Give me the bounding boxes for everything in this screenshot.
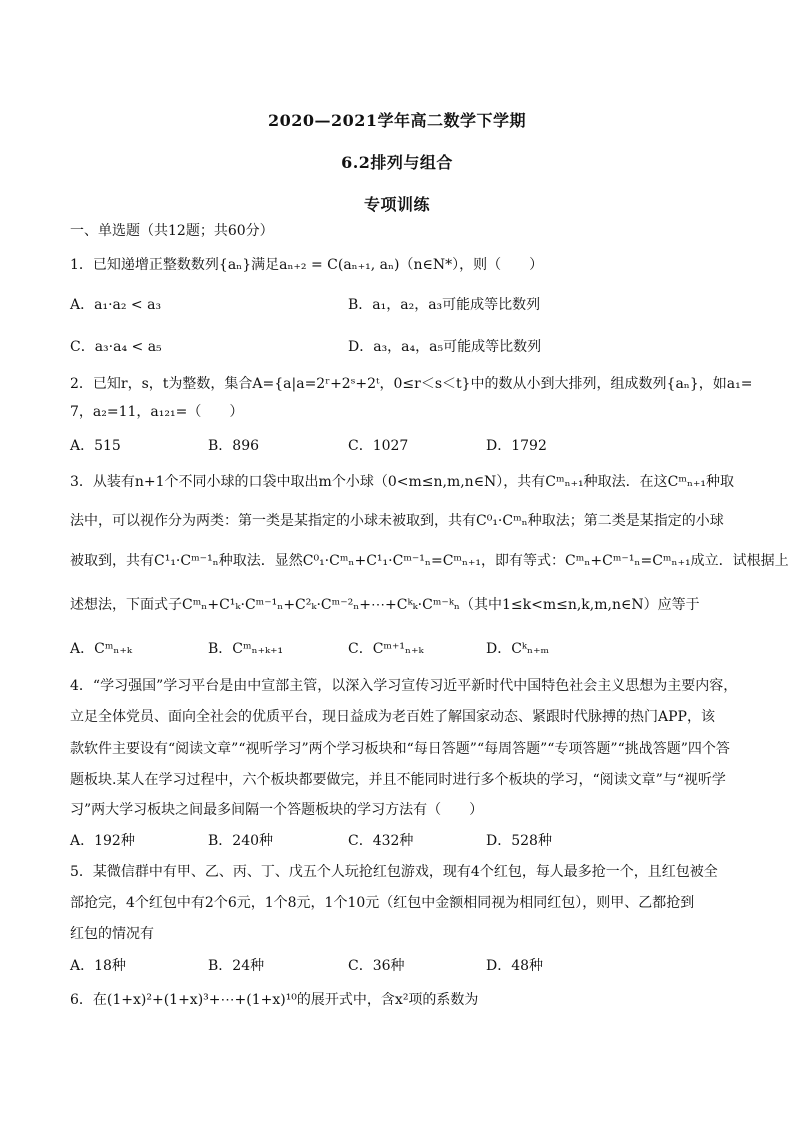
question-1-options-row-2 [70, 338, 750, 358]
question-3-options [70, 640, 750, 660]
question-3-stem-line-3: 被取到，共有C¹₁·Cᵐ⁻¹ₙ种取法．显然C⁰₁·Cᵐₙ+C¹₁·Cᵐ⁻¹ₙ=Cᵐₙ₊₁，即有等式：Cᵐₙ+Cᵐ⁻¹ₙ=Cᵐₙ₊₁成立．试根据上 [70, 553, 789, 569]
document-title: 2020—2021学年高二数学下学期 [267, 111, 527, 130]
question-2-stem-line-2: 7，a₂=11，a₁₂₁=（ ） [70, 404, 244, 420]
question-2-option-d: D．1792 [486, 438, 547, 454]
question-4-stem-line-1: 4．“学习强国”学习平台是由中宣部主管，以深入学习宣传习近平新时代中国特色社会主义思想为主要内容， [70, 678, 738, 694]
question-5-option-a: A．18种 [70, 958, 126, 974]
question-1-stem: 1．已知递增正整数数列{aₙ}满足aₙ₊₂ = C(aₙ₊₁, aₙ)（n∈N*），则（ ） [70, 257, 544, 273]
question-5-options [70, 957, 750, 977]
question-3-option-d: D．Cᵏₙ₊ₘ [486, 641, 550, 657]
question-5-option-b: B．24种 [208, 958, 265, 974]
question-2-options [70, 437, 750, 457]
question-3-option-a: A．Cᵐₙ₊ₖ [70, 641, 132, 657]
question-2-stem-line-1: 2．已知r，s，t为整数，集合A={a|a=2ʳ+2ˢ+2ᵗ，0≤r＜s＜t}中的数从小到大排列，组成数列{aₙ}，如a₁= [70, 376, 753, 392]
question-1-option-c: C．a₃·a₄ < a₅ [70, 339, 162, 355]
question-5-stem-line-1: 5．某微信群中有甲、乙、丙、丁、戊五个人玩抢红包游戏，现有4个红包，每人最多抢一个，且红包被全 [70, 864, 718, 880]
question-5-stem-line-3: 红包的情况有 [70, 926, 154, 942]
question-5-option-d: D．48种 [486, 958, 544, 974]
question-4-option-b: B．240种 [208, 833, 274, 849]
question-2-option-b: B．896 [208, 438, 260, 454]
question-3-stem-line-1: 3．从装有n+1个不同小球的口袋中取出m个小球（0<m≤n,m,n∈N），共有Cᵐₙ₊₁种取法．在这Cᵐₙ₊₁种取 [70, 474, 735, 490]
document-subtitle: 6.2排列与组合 [341, 153, 453, 172]
question-4-options [70, 832, 750, 852]
question-3-stem-line-4: 述想法，下面式子Cᵐₙ+C¹ₖ·Cᵐ⁻¹ₙ+C²ₖ·Cᵐ⁻²ₙ+⋯+Cᵏₖ·Cᵐ⁻ᵏₙ（其中1≤k<m≤n,k,m,n∈N）应等于 [70, 597, 700, 613]
question-5-option-c: C．36种 [348, 958, 405, 974]
section-heading: 一、单选题（共12题；共60分） [70, 223, 274, 239]
question-1-option-d: D．a₃，a₄，a₅可能成等比数列 [348, 339, 542, 355]
question-4-stem-line-4: 题板块.某人在学习过程中，六个板块都要做完，并且不能同时进行多个板块的学习，“阅读文章”与“视听学 [70, 772, 726, 788]
question-5-stem-line-2: 部抢完，4个红包中有2个6元，1个8元，1个10元（红包中金额相同视为相同红包），则甲、乙都抢到 [70, 895, 695, 911]
question-3-stem-line-2: 法中，可以视作分为两类：第一类是某指定的小球未被取到，共有C⁰₁·Cᵐₙ种取法；第二类是某指定的小球 [70, 513, 724, 529]
question-4-option-c: C．432种 [348, 833, 414, 849]
question-4-option-d: D．528种 [486, 833, 552, 849]
question-4-stem-line-5: 习”两大学习板块之间最多间隔一个答题板块的学习方法有（ ） [70, 802, 484, 818]
question-3-option-b: B．Cᵐₙ₊ₖ₊₁ [208, 641, 284, 657]
question-2-option-a: A．515 [70, 438, 121, 454]
question-1-option-b: B．a₁，a₂，a₃可能成等比数列 [348, 297, 541, 313]
question-4-option-a: A．192种 [70, 833, 135, 849]
question-2-option-c: C．1027 [348, 438, 409, 454]
question-4-stem-line-3: 款软件主要设有“阅读文章”“视听学习”两个学习板块和“每日答题”“每周答题”“专项答题”“挑战答题”四个答 [70, 741, 730, 757]
question-1-option-a: A．a₁·a₂ < a₃ [70, 297, 162, 313]
question-4-stem-line-2: 立足全体党员、面向全社会的优质平台，现日益成为老百姓了解国家动态、紧跟时代脉搏的热门APP，该 [70, 709, 715, 725]
question-6-stem: 6．在(1+x)²+(1+x)³+⋯+(1+x)¹⁰的展开式中，含x²项的系数为 [70, 992, 479, 1008]
question-3-option-c: C．Cᵐ⁺¹ₙ₊ₖ [348, 641, 424, 657]
question-1-options-row-1 [70, 296, 750, 316]
document-section-title: 专项训练 [363, 195, 430, 214]
